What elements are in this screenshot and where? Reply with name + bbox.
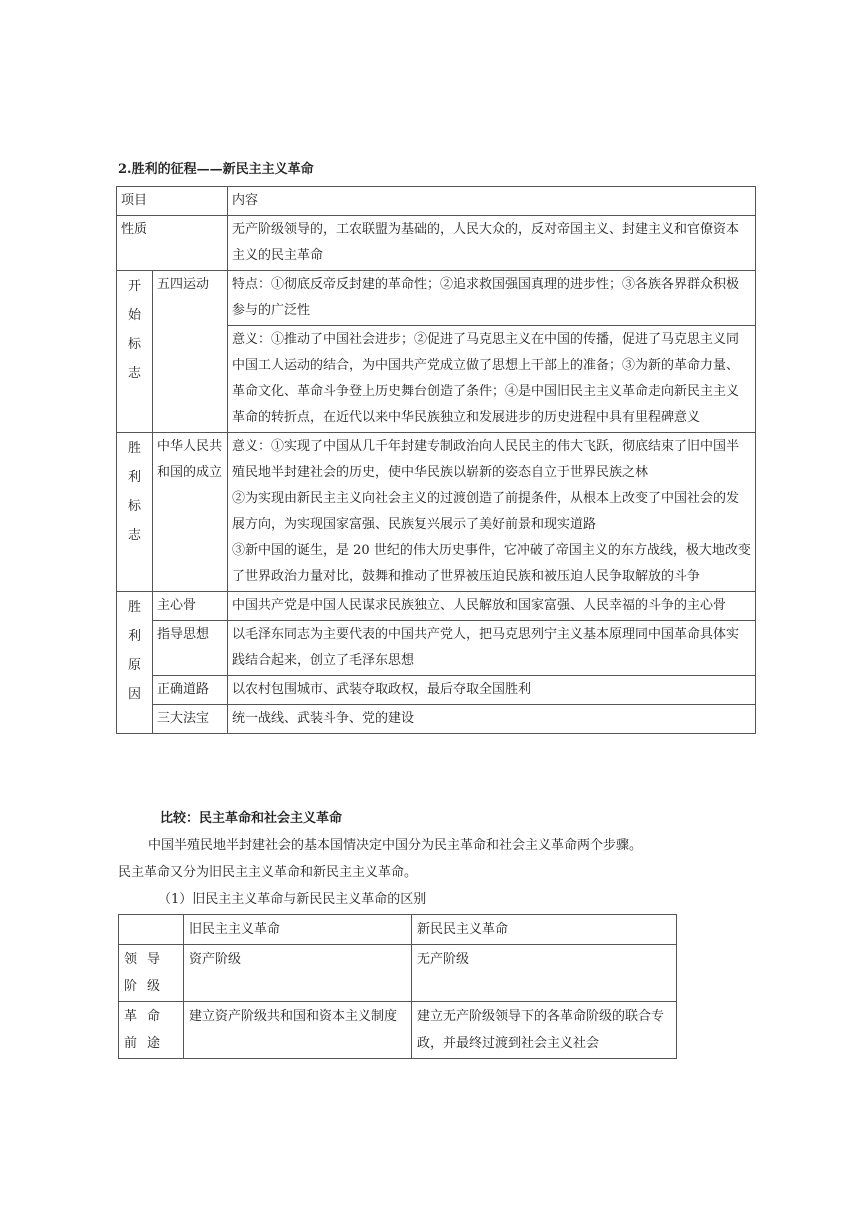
start-group-label: 开 始 标 志 [117,271,153,433]
victory-significance [228,433,756,592]
row-label: 革命前途 [119,1002,184,1059]
reason-text: 以毛泽东同志为主要代表的中国共产党人，把马克思列宁主义基本原理同中国革命具体实践结合起来，创立了毛泽东思想 [228,621,756,676]
table-row [119,1002,677,1059]
comparison-subheading: （1）旧民主主义革命与新民民主义革命的区别 [158,892,427,907]
start-row-features [117,271,756,326]
reason-row [117,592,756,621]
new-revolution-cell: 建立无产阶级领导下的各革命阶级的联合专政，并最终过渡到社会主义社会 [412,1002,677,1059]
reason-row [117,621,756,676]
reason-text: 中国共产党是中国人民谋求民族独立、人民解放和国家富强、人民幸福的斗争的主心骨 [228,592,756,621]
table-row [119,945,677,1002]
start-event: 五四运动 [153,271,228,433]
nature-row [117,216,756,271]
victory-point-3: ③新中国的诞生，是 20 世纪的伟大历史事件，它冲破了帝国主义的东方战线，极大地改变了世界政治力量对比，鼓舞和推动了世界被压迫民族和被压迫人民争取解放的斗争 [232,543,751,584]
reason-label: 指导思想 [153,621,228,676]
empty-header-cell [119,915,184,945]
victory-point-2: ②为实现由新民主主义向社会主义的过渡创造了前提条件，从根本上改变了中国社会的发展方向，为实现国家富强、民族复兴展示了美好前景和现实道路 [232,491,740,532]
comparison-title: 比较：民主革命和社会主义革命 [160,811,343,826]
reason-text: 统一战线、武装斗争、党的建设 [228,705,756,734]
reason-row [117,705,756,734]
start-features: 特点：①彻底反帝反封建的革命性；②追求救国强国真理的进步性；③各族各界群众积极参与的广泛性 [228,271,756,326]
table-header-row [119,915,677,945]
comparison-paragraph-2: 民主革命又分为旧民主主义革命和新民主主义革命。 [118,865,418,880]
new-revolution-cell: 无产阶级 [412,945,677,1002]
victory-event: 中华人民共和国的成立 [153,433,228,592]
victory-group-label: 胜 利 标 志 [117,433,153,592]
comparison-paragraph-1: 中国半殖民地半封建社会的基本国情决定中国分为民主革命和社会主义革命两个步骤。 [148,838,643,853]
header-content: 内容 [228,187,756,216]
nature-label: 性质 [117,216,228,271]
new-democratic-revolution-table [116,186,756,734]
nature-text: 无产阶级领导的，工农联盟为基础的，人民大众的，反对帝国主义、封建主义和官僚资本主义的民主革命 [228,216,756,271]
row-label: 领导阶级 [119,945,184,1002]
reason-label: 三大法宝 [153,705,228,734]
old-revolution-cell: 建立资产阶级共和国和资本主义制度 [184,1002,412,1059]
reasons-group-label: 胜 利 原 因 [117,592,153,734]
reason-label: 正确道路 [153,676,228,705]
section-title: 2.胜利的征程——新民主主义革命 [118,162,314,177]
revolution-comparison-table [118,914,677,1059]
victory-row [117,433,756,592]
old-revolution-cell: 资产阶级 [184,945,412,1002]
victory-point-1: 意义：①实现了中国从几千年封建专制政治向人民民主的伟大飞跃，彻底结束了旧中国半殖民地半封建社会的历史，使中华民族以崭新的姿态自立于世界民族之林 [232,439,740,480]
header-old-revolution: 旧民主主义革命 [184,915,412,945]
header-item: 项目 [117,187,228,216]
table-header-row [117,187,756,216]
header-new-revolution: 新民民主义革命 [412,915,677,945]
start-significance: 意义：①推动了中国社会进步；②促进了马克思主义在中国的传播，促进了马克思主义同中国工人运动的结合，为中国共产党成立做了思想上干部上的准备；③为新的革命力量、革命文化、革命斗争登上历史舞台创造了条件；④是中国旧民主主义革命走向新民主主义革命的转折点，在近代以来中华民族独立和发展进步的历史进程中具有里程碑意义 [228,326,756,433]
reason-text: 以农村包围城市、武装夺取政权，最后夺取全国胜利 [228,676,756,705]
reason-row [117,676,756,705]
reason-label: 主心骨 [153,592,228,621]
